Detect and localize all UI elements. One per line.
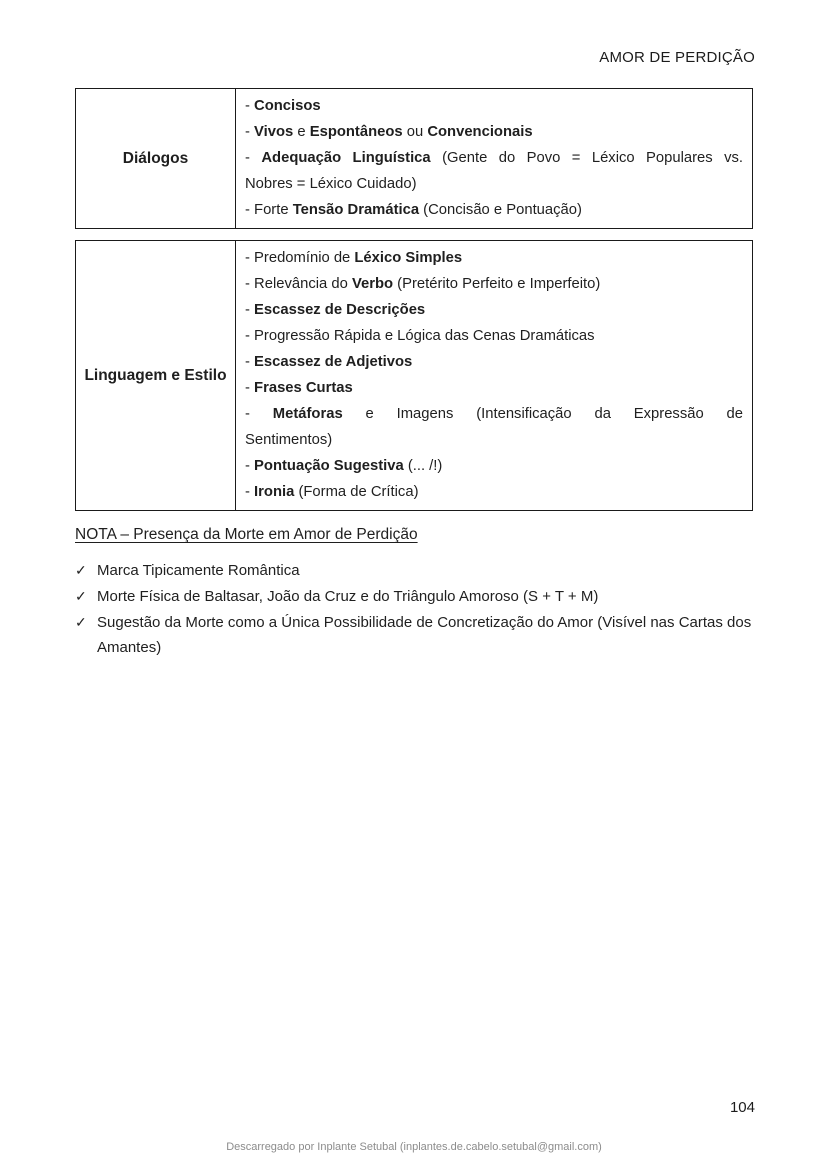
- bold-text-segment: Espontâneos: [309, 124, 403, 140]
- table-text-line: [245, 453, 743, 479]
- check-list-item: [75, 584, 753, 609]
- checkmark-icon: ✓: [75, 588, 87, 604]
- bold-text-segment: Léxico Simples: [354, 250, 463, 266]
- bold-text-segment: Verbo: [351, 276, 394, 292]
- text-segment: (Gente do Povo = Léxico Populares vs.: [430, 150, 743, 166]
- bold-text-segment: Tensão Dramática: [292, 202, 420, 218]
- table-text-line: [245, 271, 743, 297]
- download-attribution-footer: Descarregado por Inplante Setubal (inplantes.de.cabelo.setubal@gmail.com): [226, 1141, 602, 1153]
- bold-text-segment: Convencionais: [427, 124, 533, 140]
- bold-text-segment: Ironia: [254, 484, 295, 500]
- text-segment: (... /!): [403, 458, 443, 474]
- check-item-text: Marca Tipicamente Romântica: [97, 562, 300, 579]
- bold-text-segment: Escassez de Adjetivos: [254, 354, 413, 370]
- text-segment: -: [245, 406, 273, 422]
- text-segment: e Imagens (Intensificação da Expressão de: [342, 406, 743, 422]
- table-text-line: [245, 119, 743, 145]
- table-text-line: [245, 93, 743, 119]
- text-segment: - Predomínio de: [245, 250, 355, 266]
- check-list-item: [75, 558, 753, 583]
- text-segment: Nobres = Léxico Cuidado): [245, 176, 417, 192]
- checkmark-icon: ✓: [75, 614, 87, 630]
- bold-text-segment: Frases Curtas: [254, 380, 353, 396]
- text-segment: -: [245, 150, 262, 166]
- check-list-item: [75, 610, 753, 660]
- dialogos-content-cell: [236, 89, 752, 228]
- bold-text-segment: Adequação Linguística: [261, 150, 431, 166]
- text-segment: (Concisão e Pontuação): [419, 202, 582, 218]
- table-text-line: [245, 479, 743, 505]
- text-segment: - Progressão Rápida e Lógica das Cenas Dramáticas: [245, 328, 595, 344]
- text-segment: -: [245, 124, 255, 140]
- linguagem-estilo-row-label: Linguagem e Estilo: [76, 241, 236, 510]
- linguagem-estilo-content-cell: [236, 241, 752, 510]
- dialogos-table: [75, 88, 753, 229]
- table-text-line: [245, 297, 743, 323]
- table-text-line: [245, 145, 743, 171]
- bold-text-segment: Pontuação Sugestiva: [254, 458, 404, 474]
- table-text-line: [245, 245, 743, 271]
- check-item-text: Morte Física de Baltasar, João da Cruz e do Triângulo Amoroso (S + T + M): [97, 588, 599, 605]
- text-segment: (Forma de Crítica): [294, 484, 419, 500]
- table-text-line: [245, 375, 743, 401]
- text-segment: -: [245, 98, 255, 114]
- nota-check-list: [75, 558, 753, 660]
- nota-heading: NOTA – Presença da Morte em Amor de Perdição: [75, 526, 418, 543]
- dialogos-row-label: Diálogos: [76, 89, 236, 228]
- checkmark-icon: ✓: [75, 562, 87, 578]
- text-segment: -: [245, 458, 255, 474]
- table-text-line: [245, 197, 743, 223]
- check-item-text: Sugestão da Morte como a Única Possibilidade de Concretização do Amor (Visível nas Cartas dos Amantes): [97, 614, 752, 656]
- bold-text-segment: Escassez de Descrições: [254, 302, 426, 318]
- text-segment: -: [245, 302, 255, 318]
- text-segment: Sentimentos): [245, 432, 333, 448]
- text-segment: ou: [402, 124, 428, 140]
- bold-text-segment: Vivos: [254, 124, 294, 140]
- text-segment: -: [245, 484, 255, 500]
- document-header-title: AMOR DE PERDIÇÃO: [599, 49, 755, 66]
- table-text-line: [245, 171, 743, 197]
- table-text-line: [245, 323, 743, 349]
- table-text-line: [245, 349, 743, 375]
- page-number: 104: [729, 1099, 755, 1116]
- table-text-line: [245, 427, 743, 453]
- table-text-line: [245, 401, 743, 427]
- text-segment: - Forte: [245, 202, 293, 218]
- bold-text-segment: Metáforas: [272, 406, 343, 422]
- text-segment: -: [245, 354, 255, 370]
- linguagem-estilo-table: [75, 240, 753, 511]
- text-segment: (Pretérito Perfeito e Imperfeito): [393, 276, 601, 292]
- text-segment: - Relevância do: [245, 276, 352, 292]
- bold-text-segment: Concisos: [254, 98, 321, 114]
- text-segment: e: [293, 124, 310, 140]
- nota-section: [75, 526, 753, 661]
- text-segment: -: [245, 380, 255, 396]
